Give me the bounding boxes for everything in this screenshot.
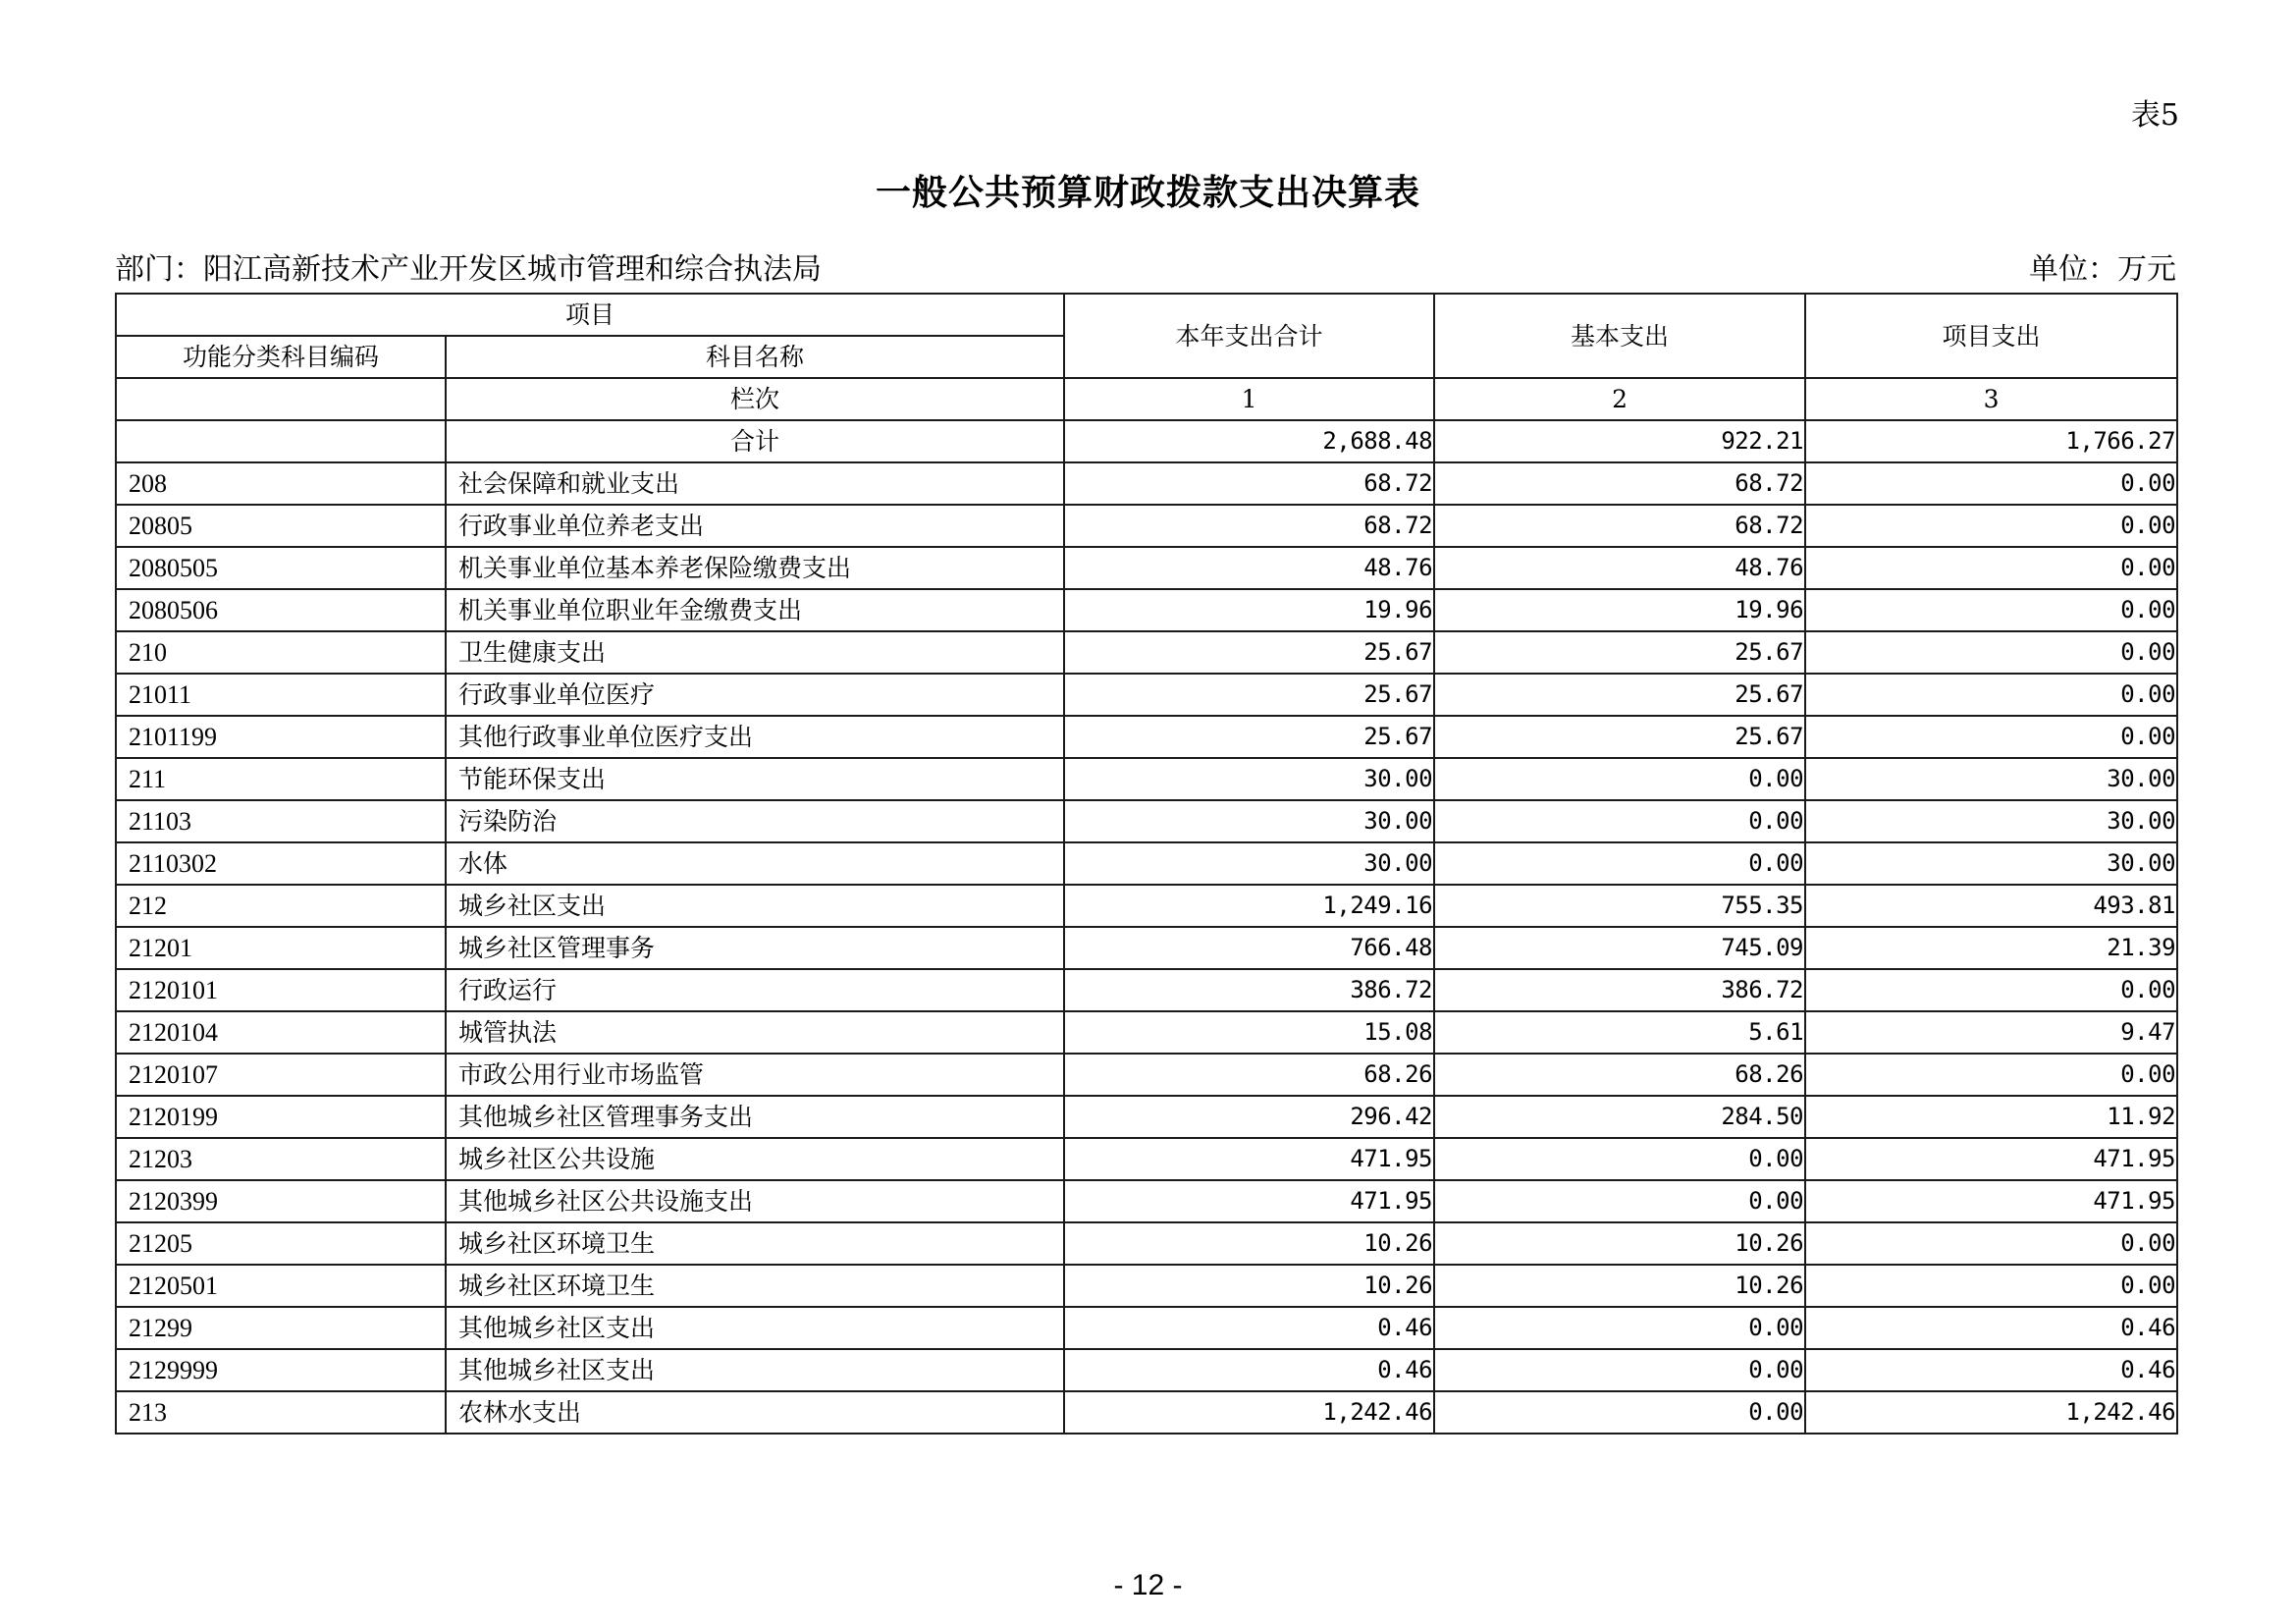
cell-name: 节能环保支出 [446,758,1064,800]
cell-name: 城乡社区环境卫生 [446,1265,1064,1307]
cell-basic: 48.76 [1434,547,1805,589]
page-number: - 12 - [1113,1569,1183,1601]
department-line [115,249,2176,291]
cell-total: 0.46 [1064,1349,1434,1391]
cell-total: 30.00 [1064,800,1434,842]
cell-basic: 0.00 [1434,1307,1805,1349]
table-row [116,1096,2177,1138]
cell-total: 25.67 [1064,674,1434,716]
cell-basic: 68.26 [1434,1054,1805,1096]
column-index-project: 3 [1805,378,2177,420]
cell-project: 30.00 [1805,800,2177,842]
page-title: 一般公共预算财政拨款支出决算表 [875,173,1420,213]
cell-project: 30.00 [1805,758,2177,800]
table-row [116,505,2177,547]
cell-code: 2120104 [116,1011,446,1054]
cell-code: 21205 [116,1222,446,1265]
cell-project: 493.81 [1805,885,2177,927]
table-body [116,378,2177,1434]
summary-row [116,420,2177,462]
cell-name: 城管执法 [446,1011,1064,1054]
cell-code: 21103 [116,800,446,842]
cell-code: 21201 [116,927,446,969]
cell-total: 1,249.16 [1064,885,1434,927]
cell-project: 30.00 [1805,842,2177,885]
cell-basic: 0.00 [1434,758,1805,800]
table-row [116,1054,2177,1096]
expenditure-table [115,293,2178,1435]
cell-name: 其他城乡社区支出 [446,1307,1064,1349]
header-total: 本年支出合计 [1064,294,1434,378]
cell-code: 2120399 [116,1180,446,1222]
cell-code: 211 [116,758,446,800]
header-project-group: 项目 [116,294,1064,336]
cell-name: 城乡社区环境卫生 [446,1222,1064,1265]
column-index-code [116,378,446,420]
table-number: 表5 [2130,98,2179,133]
cell-project: 471.95 [1805,1180,2177,1222]
cell-total: 48.76 [1064,547,1434,589]
cell-total: 15.08 [1064,1011,1434,1054]
table-row [116,758,2177,800]
cell-total: 25.67 [1064,716,1434,758]
table-row [116,1391,2177,1434]
cell-project: 1,242.46 [1805,1391,2177,1434]
cell-project: 0.00 [1805,1222,2177,1265]
header-code: 功能分类科目编码 [116,336,446,378]
cell-code: 210 [116,631,446,674]
table-row [116,631,2177,674]
header-basic: 基本支出 [1434,294,1805,378]
cell-project: 0.00 [1805,547,2177,589]
cell-name: 市政公用行业市场监管 [446,1054,1064,1096]
cell-total: 10.26 [1064,1222,1434,1265]
cell-total: 1,242.46 [1064,1391,1434,1434]
cell-total: 471.95 [1064,1138,1434,1180]
cell-project: 0.00 [1805,674,2177,716]
cell-project: 0.00 [1805,969,2177,1011]
table-row [116,969,2177,1011]
cell-total: 0.46 [1064,1307,1434,1349]
table-row [116,842,2177,885]
cell-project: 0.00 [1805,631,2177,674]
cell-basic: 284.50 [1434,1096,1805,1138]
cell-code: 2120501 [116,1265,446,1307]
cell-basic: 68.72 [1434,505,1805,547]
cell-basic: 25.67 [1434,716,1805,758]
cell-code: 2101199 [116,716,446,758]
header-name: 科目名称 [446,336,1064,378]
cell-total: 30.00 [1064,758,1434,800]
cell-code: 2110302 [116,842,446,885]
cell-basic: 0.00 [1434,1180,1805,1222]
summary-basic: 922.21 [1434,420,1805,462]
cell-code: 2120101 [116,969,446,1011]
cell-code: 2120107 [116,1054,446,1096]
cell-name: 机关事业单位职业年金缴费支出 [446,589,1064,631]
cell-name: 其他城乡社区公共设施支出 [446,1180,1064,1222]
cell-name: 水体 [446,842,1064,885]
cell-code: 2080505 [116,547,446,589]
cell-total: 68.26 [1064,1054,1434,1096]
cell-code: 21011 [116,674,446,716]
table-row [116,674,2177,716]
table-row [116,1222,2177,1265]
cell-name: 其他行政事业单位医疗支出 [446,716,1064,758]
unit-label: 单位：万元 [2029,252,2176,287]
cell-name: 城乡社区支出 [446,885,1064,927]
table-row [116,589,2177,631]
cell-name: 污染防治 [446,800,1064,842]
cell-basic: 0.00 [1434,1138,1805,1180]
table-row [116,885,2177,927]
summary-code [116,420,446,462]
cell-code: 212 [116,885,446,927]
cell-basic: 745.09 [1434,927,1805,969]
table-row [116,462,2177,505]
cell-basic: 68.72 [1434,462,1805,505]
cell-project: 0.00 [1805,1054,2177,1096]
cell-basic: 10.26 [1434,1222,1805,1265]
cell-basic: 25.67 [1434,674,1805,716]
cell-code: 2129999 [116,1349,446,1391]
cell-name: 其他城乡社区管理事务支出 [446,1096,1064,1138]
cell-project: 9.47 [1805,1011,2177,1054]
cell-code: 213 [116,1391,446,1434]
cell-basic: 10.26 [1434,1265,1805,1307]
column-index-basic: 2 [1434,378,1805,420]
cell-name: 城乡社区公共设施 [446,1138,1064,1180]
table-row [116,547,2177,589]
column-index-row [116,378,2177,420]
table-row [116,1011,2177,1054]
table-row [116,800,2177,842]
summary-total: 2,688.48 [1064,420,1434,462]
summary-project: 1,766.27 [1805,420,2177,462]
cell-name: 城乡社区管理事务 [446,927,1064,969]
cell-project: 0.00 [1805,462,2177,505]
cell-name: 社会保障和就业支出 [446,462,1064,505]
cell-name: 卫生健康支出 [446,631,1064,674]
table-row [116,927,2177,969]
cell-total: 296.42 [1064,1096,1434,1138]
table-row [116,1138,2177,1180]
cell-total: 68.72 [1064,462,1434,505]
cell-name: 其他城乡社区支出 [446,1349,1064,1391]
summary-label: 合计 [446,420,1064,462]
table-row [116,1307,2177,1349]
cell-name: 行政运行 [446,969,1064,1011]
cell-total: 766.48 [1064,927,1434,969]
cell-basic: 0.00 [1434,800,1805,842]
cell-basic: 0.00 [1434,1349,1805,1391]
column-index-label: 栏次 [446,378,1064,420]
table-row [116,1180,2177,1222]
cell-total: 25.67 [1064,631,1434,674]
cell-code: 21299 [116,1307,446,1349]
header-project: 项目支出 [1805,294,2177,378]
cell-project: 0.00 [1805,716,2177,758]
cell-code: 2120199 [116,1096,446,1138]
table-header [116,294,2177,378]
cell-basic: 755.35 [1434,885,1805,927]
cell-name: 行政事业单位养老支出 [446,505,1064,547]
cell-code: 20805 [116,505,446,547]
cell-name: 行政事业单位医疗 [446,674,1064,716]
cell-code: 2080506 [116,589,446,631]
cell-name: 农林水支出 [446,1391,1064,1434]
cell-basic: 0.00 [1434,842,1805,885]
cell-basic: 19.96 [1434,589,1805,631]
header-row-group [116,294,2177,336]
cell-total: 10.26 [1064,1265,1434,1307]
cell-project: 471.95 [1805,1138,2177,1180]
cell-code: 208 [116,462,446,505]
cell-total: 386.72 [1064,969,1434,1011]
cell-project: 11.92 [1805,1096,2177,1138]
cell-total: 68.72 [1064,505,1434,547]
cell-project: 0.00 [1805,505,2177,547]
cell-basic: 5.61 [1434,1011,1805,1054]
column-index-total: 1 [1064,378,1434,420]
cell-total: 471.95 [1064,1180,1434,1222]
cell-project: 0.00 [1805,1265,2177,1307]
cell-project: 0.46 [1805,1349,2177,1391]
table-row [116,716,2177,758]
cell-basic: 25.67 [1434,631,1805,674]
cell-code: 21203 [116,1138,446,1180]
table-row [116,1349,2177,1391]
cell-project: 0.00 [1805,589,2177,631]
cell-basic: 386.72 [1434,969,1805,1011]
cell-basic: 0.00 [1434,1391,1805,1434]
department-label: 部门：阳江高新技术产业开发区城市管理和综合执法局 [115,252,822,287]
table-row [116,1265,2177,1307]
cell-name: 机关事业单位基本养老保险缴费支出 [446,547,1064,589]
cell-project: 0.46 [1805,1307,2177,1349]
cell-total: 30.00 [1064,842,1434,885]
cell-total: 19.96 [1064,589,1434,631]
cell-project: 21.39 [1805,927,2177,969]
